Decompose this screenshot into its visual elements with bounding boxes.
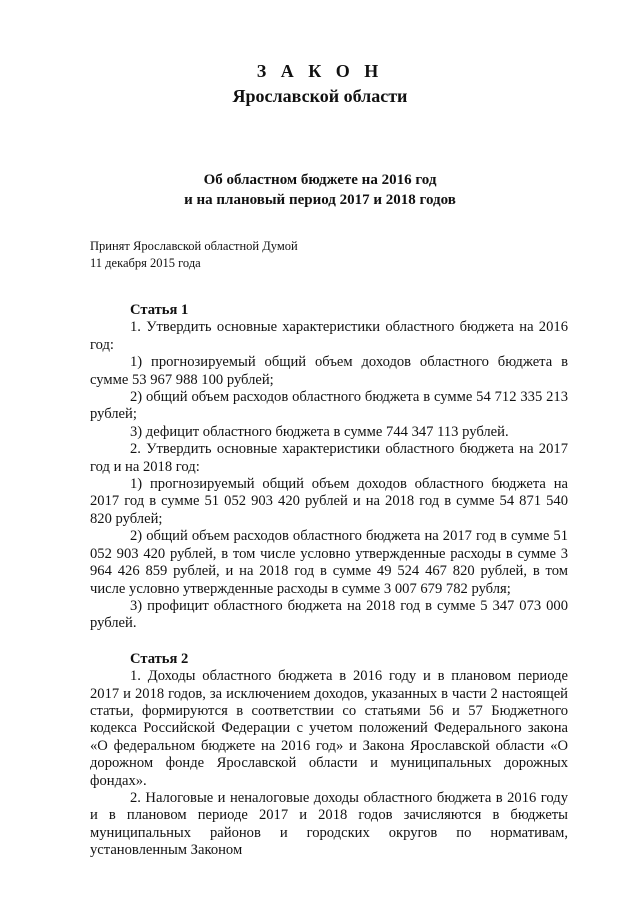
law-heading: [0, 58, 640, 108]
article-1-paragraph: 1. Утвердить основные характеристики областного бюджета на 2016 год:: [90, 319, 568, 353]
article-2-paragraph: 2. Налоговые и неналоговые доходы областного бюджета в 2016 году и в плановом периоде 2017 и 2018 годов зачисляются в бюджеты муниципальных районов и городских округов по нормативам, установленным Законом: [90, 789, 568, 859]
adoption-note: [90, 238, 298, 272]
article-1-paragraph: 2) общий объем расходов областного бюджета на 2017 год в сумме 51 052 903 420 рублей, в том числе условно утвержденные расходы в сумме 3 964 426 859 рублей, и на 2018 год в сумме 49 524 467 820 рублей, в том числе условно утвержденные расходы в сумме 3 007 679 782 рубля;: [90, 528, 568, 597]
article-1-paragraph: 2) общий объем расходов областного бюджета в сумме 54 712 335 213 рублей;: [90, 389, 568, 423]
article-1-paragraph: 3) дефицит областного бюджета в сумме 744 347 113 рублей.: [130, 423, 509, 440]
article-2-heading: Статья 2: [130, 650, 189, 667]
section-spacer: [90, 633, 568, 651]
adoption-date: 11 декабря 2015 года: [90, 256, 201, 270]
law-word: З А К О Н: [256, 61, 384, 81]
article-2-paragraph: 1. Доходы областного бюджета в 2016 году и в плановом периоде 2017 и 2018 годов, за исключением доходов, указанных в части 2 настоящей статьи, формируются в соответствии со статьями 56 и 57 Бюджетного кодекса Российской Федерации с учетом положений Федерального закона «О федеральном бюджете на 2016 год» и Закона Ярославской области «О дорожном фонде Ярославской области и муниципальных дорожных фондах».: [90, 668, 568, 789]
title-line-1: Об областном бюджете на 2016 год: [203, 172, 437, 188]
law-region: Ярославской области: [232, 86, 408, 106]
law-body: [90, 302, 568, 860]
article-1-paragraph: 2. Утвердить основные характеристики областного бюджета на 2017 год и на 2018 год:: [90, 441, 568, 475]
article-1-paragraph: 1) прогнозируемый общий объем доходов областного бюджета на 2017 год в сумме 51 052 903 420 рублей и на 2018 год в сумме 54 871 540 820 рублей;: [90, 476, 568, 527]
title-line-2: и на плановый период 2017 и 2018 годов: [184, 192, 456, 208]
article-1-heading: Статья 1: [130, 302, 189, 318]
article-1-paragraph: 3) профицит областного бюджета на 2018 год в сумме 5 347 073 000 рублей.: [90, 597, 568, 632]
adoption-line-1: Принят Ярославской областной Думой: [90, 239, 298, 253]
document-title: [0, 170, 640, 210]
article-1-paragraph: 1) прогнозируемый общий объем доходов областного бюджета в сумме 53 967 988 100 рублей;: [90, 354, 568, 388]
